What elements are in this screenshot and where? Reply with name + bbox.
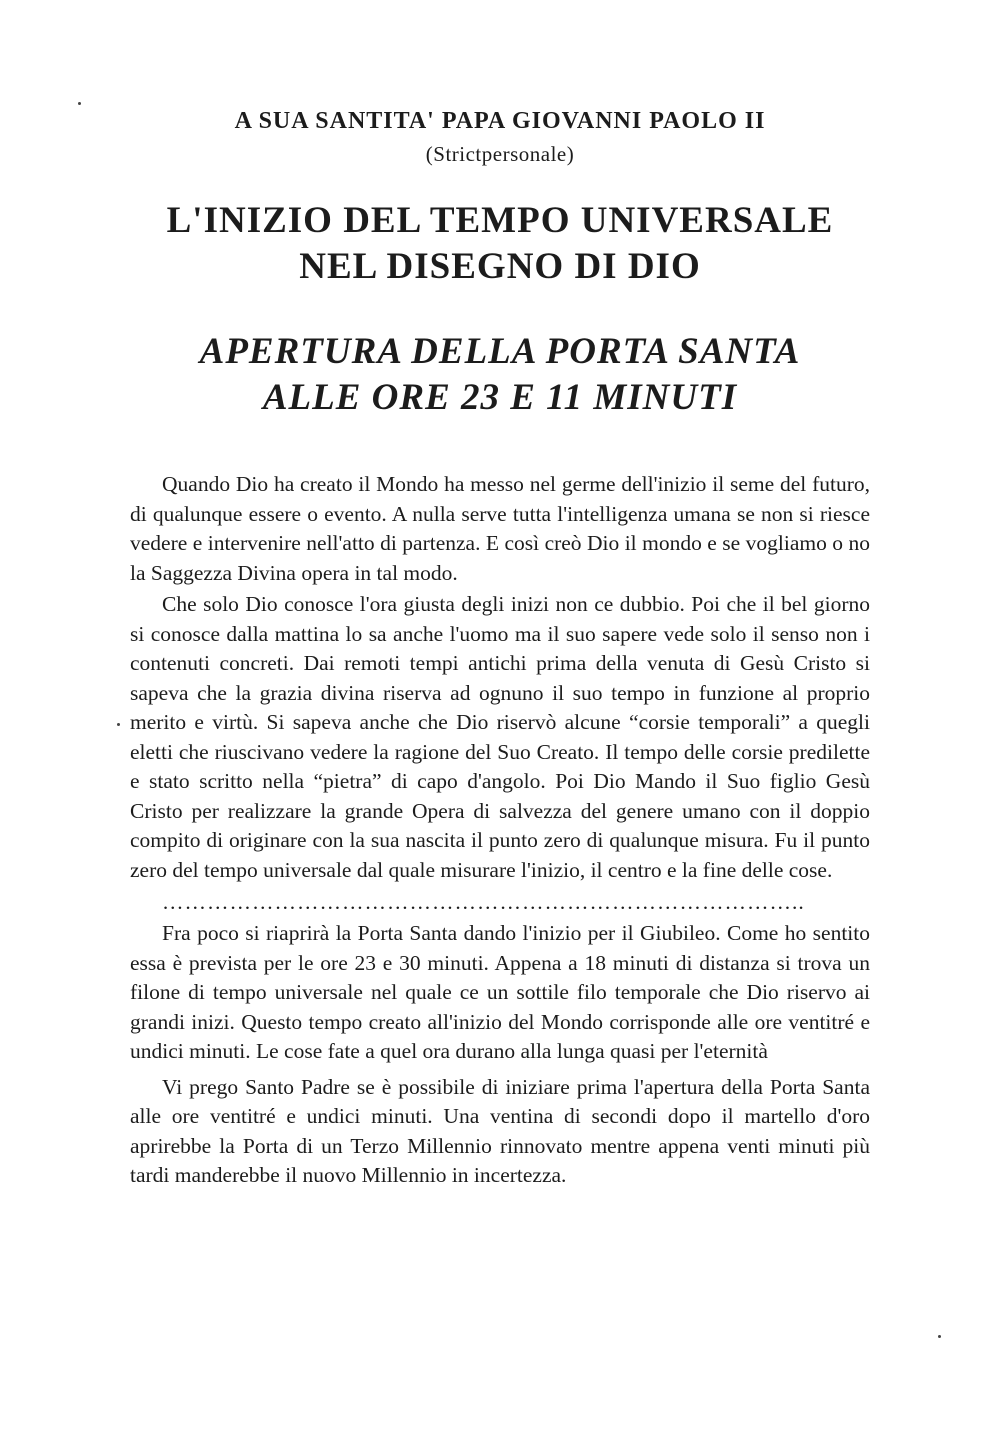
- subtitle-line: APERTURA DELLA PORTA SANTA: [199, 331, 801, 372]
- paragraph: Che solo Dio conosce l'ora giusta degli inizi non ce dubbio. Poi che il bel giorno si conosce dalla mattina lo sa anche l'uomo ma il suo sapere vede solo il senso non i contenuti concreti. Dai remoti tempi antichi prima della venuta di Gesù Cristo si sapeva che la grazia divina riserva ad ognuno il suo tempo in funzione al proprio merito e virtù. Si sapeva anche che Dio riservò alcune “corsie temporali” a quegli eletti che riuscivano vedere la ragione del Suo Creato. Il tempo delle corsie predilette e stato scritto nella “pietra” di capo d'angolo. Poi Dio Mando il Suo figlio Gesù Cristo per realizzare la grande Opera di salvezza del genere umano con il doppio compito di originare con la sua nascita il punto zero di qualunque misura. Fu il punto zero del tempo universale dal quale misurare l'inizio, il centro e la fine delle cose.: [130, 592, 870, 882]
- scan-speck: [78, 102, 81, 105]
- confidential-note: (Strictpersonale): [425, 142, 575, 166]
- letter-title: [0, 198, 1000, 290]
- title-line: NEL DISEGNO DI DIO: [299, 246, 701, 287]
- paragraph: Quando Dio ha creato il Mondo ha messo nel germe dell'inizio il seme del futuro, di qualunque essere o evento. A nulla serve tutta l'intelligenza umana se non si riesce vedere e intervenire nell'atto di partenza. E così creò Dio il mondo e se vogliamo o no la Saggezza Divina opera in tal modo.: [130, 472, 870, 585]
- paragraph: Vi prego Santo Padre se è possibile di iniziare prima l'apertura della Porta Santa alle ore ventitré e undici minuti. Una ventina di secondi dopo il martello d'oro aprirebbe la Porta di un Terzo Millennio rinnovato mentre appena venti minuti più tardi manderebbe il nuovo Millennio in incertezza.: [130, 1074, 870, 1187]
- scan-speck: [938, 1335, 941, 1338]
- paragraph: Fra poco si riaprirà la Porta Santa dando l'inizio per il Giubileo. Come ho sentito essa è prevista per le ore 23 e 30 minuti. Appena a 18 minuti di distanza si trova un filone di tempo universale nel quale ce un sottile filo temporale che Dio riservo ai grandi inizi. Questo tempo creato all'inizio del Mondo corrisponde alle ore ventitré e undici minuti. Le cose fate a quel ora durano alla lunga quasi per l'eternità: [130, 921, 870, 1063]
- addressee-line: A SUA SANTITA' PAPA GIOVANNI PAOLO II: [234, 108, 766, 134]
- letter-subtitle: [0, 329, 1000, 421]
- dotted-separator: …………………………………………………………………………..: [162, 890, 805, 914]
- scan-speck: [117, 723, 120, 726]
- subtitle-line: ALLE ORE 23 E 11 MINUTI: [262, 377, 738, 418]
- title-line: L'INIZIO DEL TEMPO UNIVERSALE: [166, 200, 834, 241]
- letter-body: [130, 470, 870, 1193]
